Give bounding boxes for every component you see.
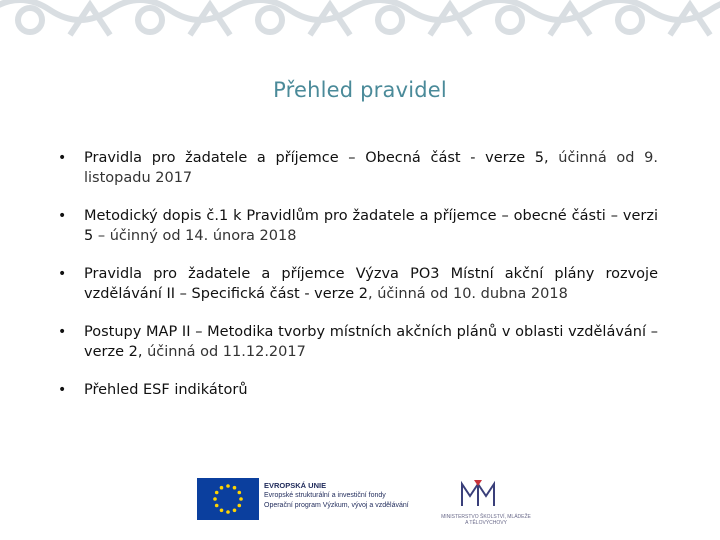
item-main-text: Postupy MAP II – Metodika tvorby místních akčních plánů v oblasti vzdělávání – verze 2,	[84, 324, 658, 360]
item-date-text: , účinná od 10. dubna 2018	[368, 286, 568, 302]
bullet-icon: •	[58, 208, 67, 224]
bullet-icon: •	[58, 266, 67, 282]
slide-title: Přehled pravidel	[273, 78, 447, 102]
ministry-caption: MINISTERSTVO ŠKOLSTVÍ, MLÁDEŽE A TĚLOVÝCHOVY	[441, 514, 531, 526]
list-item	[58, 322, 658, 362]
item-main-text: Přehled ESF indikátorů	[84, 382, 248, 398]
footer-logos	[0, 470, 720, 530]
list-item	[58, 264, 658, 304]
bullet-icon: •	[58, 382, 67, 398]
item-date-text: účinná od 11.12.2017	[147, 344, 306, 360]
ministry-logo-icon	[456, 476, 500, 512]
list-item	[58, 148, 658, 188]
eu-funds-line: Evropské strukturální a investiční fondy	[264, 492, 386, 499]
item-date-text: účinná od 9. listopadu 2017	[84, 150, 658, 186]
bullet-icon: •	[58, 150, 67, 166]
item-main-text: Pravidla pro žadatele a příjemce – Obecná část - verze 5,	[84, 150, 549, 166]
list-item	[58, 206, 658, 246]
item-main-text: Pravidla pro žadatele a příjemce Výzva PO3 Místní akční plány rozvoje vzdělávání II – Specifická část - verze 2	[84, 266, 658, 302]
decorative-pattern	[0, 0, 720, 40]
op-program-line: Operační program Výzkum, vývoj a vzdělávání	[264, 502, 409, 509]
item-date-text: – účinný od 14. února 2018	[97, 228, 297, 244]
eu-program-text	[264, 481, 439, 511]
eu-name: EVROPSKÁ UNIE	[264, 481, 327, 490]
bullet-icon: •	[58, 324, 67, 340]
eu-flag-icon	[197, 478, 259, 520]
list-item	[58, 380, 658, 400]
decorative-header-band	[0, 0, 720, 40]
item-main-text: Metodický dopis č.1 k Pravidlům pro žadatele a příjemce – obecné části – verzi 5	[84, 208, 658, 244]
rules-list	[58, 148, 658, 418]
